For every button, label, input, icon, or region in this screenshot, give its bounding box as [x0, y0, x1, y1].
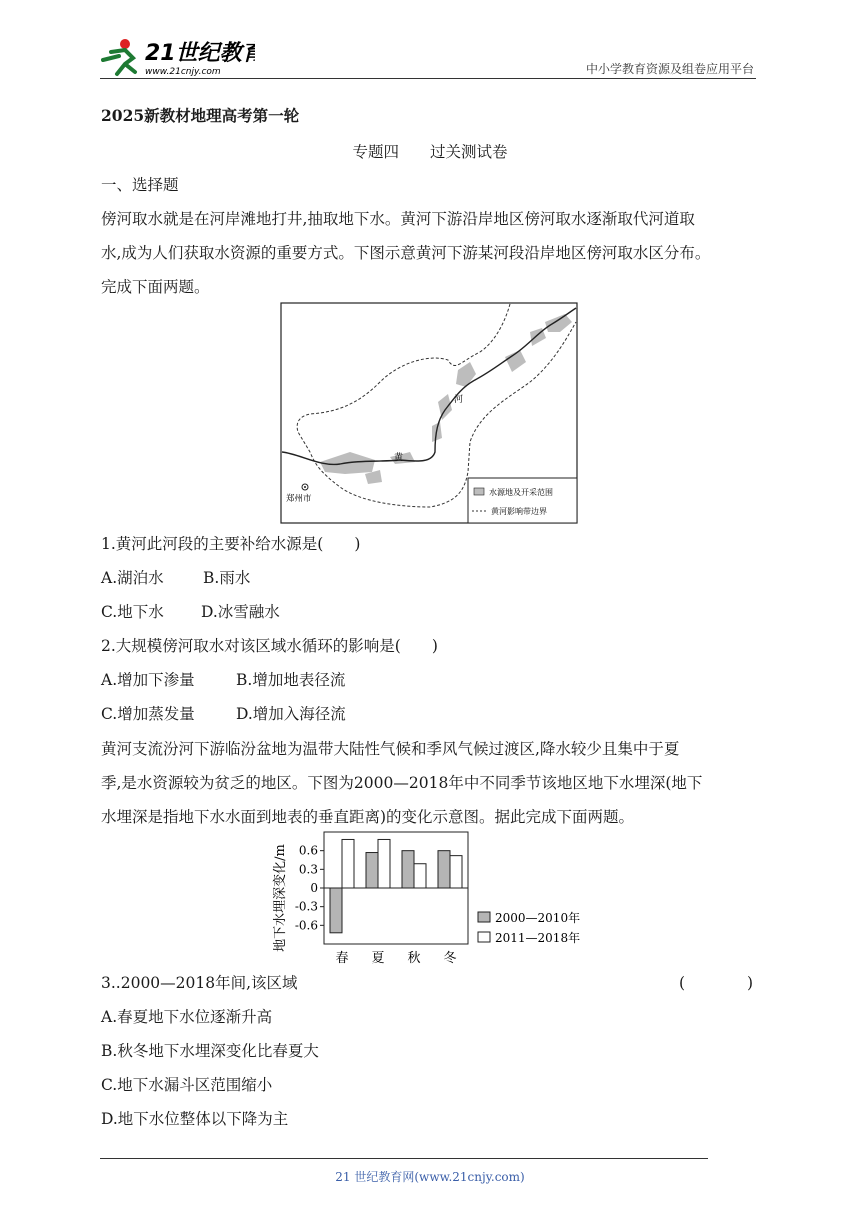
x-category-label: 春 [335, 951, 349, 966]
city-label: 郑州市 [286, 494, 312, 504]
bar-春-series-0 [330, 888, 342, 933]
q3-option-c[interactable]: C.地下水漏斗区范围缩小 [101, 1076, 273, 1094]
q1-option-d[interactable]: D.冰雪融水 [201, 603, 280, 621]
x-category-label: 秋 [407, 951, 421, 966]
x-category-label: 冬 [443, 951, 457, 966]
q2-option-a[interactable]: A.增加下渗量 [101, 671, 195, 689]
q3-option-d[interactable]: D.地下水位整体以下降为主 [101, 1110, 289, 1128]
topic-title: 专题四 过关测试卷 [352, 143, 508, 161]
bar-夏-series-0 [366, 853, 378, 888]
q1-stem: 1.黄河此河段的主要补给水源是( ) [101, 535, 361, 553]
bar-秋-series-0 [402, 851, 414, 888]
y-tick-label: -0.6 [294, 918, 318, 933]
y-tick-label: 0.3 [298, 862, 318, 877]
q3-answer-paren: ( ) [679, 974, 754, 992]
legend-line-label: 黄河影响带边界 [491, 507, 547, 516]
legend-swatch [478, 912, 490, 922]
y-tick-label: -0.3 [294, 899, 318, 914]
runner-logo-icon [95, 34, 255, 78]
q2-option-b[interactable]: B.增加地表径流 [236, 671, 346, 689]
footer-divider [100, 1158, 708, 1159]
y-tick-label: 0.6 [298, 843, 318, 858]
legend-label: 2000—2010年 [495, 911, 581, 925]
intro2-line: 季,是水资源较为贫乏的地区。下图为2000—2018年中不同季节该地区地下水埋深(地下 [101, 774, 703, 792]
x-category-label: 夏 [371, 951, 385, 966]
bar-冬-series-0 [438, 851, 450, 888]
intro1-line: 完成下面两题。 [101, 278, 210, 296]
q2-option-d[interactable]: D.增加入海径流 [236, 705, 346, 723]
y-axis-label: 地下水埋深变化/m [273, 844, 288, 952]
intro2-line: 水埋深是指地下水水面到地表的垂直距离)的变化示意图。据此完成下面两题。 [101, 808, 635, 826]
yellow-river-map [280, 302, 578, 524]
y-tick-label: 0 [310, 881, 318, 895]
legend-label: 2011—2018年 [495, 931, 581, 945]
groundwater-depth-chart [268, 826, 598, 970]
section-heading: 一、选择题 [101, 176, 179, 194]
river-char: 河 [454, 395, 464, 405]
legend-swatch [478, 932, 490, 942]
series-title: 2025新教材地理高考第一轮 [101, 106, 300, 125]
q3-option-b[interactable]: B.秋冬地下水埋深变化比春夏大 [101, 1042, 319, 1060]
header-divider [100, 78, 756, 79]
intro1-line: 水,成为人们获取水资源的重要方式。下图示意黄河下游某河段沿岸地区傍河取水区分布。 [101, 244, 711, 262]
q1-option-c[interactable]: C.地下水 [101, 603, 164, 621]
q2-option-c[interactable]: C.增加蒸发量 [101, 705, 195, 723]
q1-option-b[interactable]: B.雨水 [203, 569, 251, 587]
bar-夏-series-1 [378, 839, 390, 888]
q2-stem: 2.大规模傍河取水对该区域水循环的影响是( ) [101, 637, 438, 655]
q3-option-a[interactable]: A.春夏地下水位逐渐升高 [101, 1008, 273, 1026]
platform-name: 中小学教育资源及组卷应用平台 [585, 62, 754, 76]
q3-stem: 3..2000—2018年间,该区域 [101, 974, 298, 992]
logo [95, 34, 255, 78]
intro2-line: 黄河支流汾河下游临汾盆地为温带大陆性气候和季风气候过渡区,降水较少且集中于夏 [101, 740, 680, 758]
bar-秋-series-1 [414, 864, 426, 888]
intro1-line: 傍河取水就是在河岸滩地打井,抽取地下水。黄河下游沿岸地区傍河取水逐渐取代河道取 [101, 210, 695, 228]
river-char: 黄 [394, 453, 404, 463]
bar-春-series-1 [342, 839, 354, 888]
bar-冬-series-1 [450, 856, 462, 888]
legend-area-label: 水源地及开采范围 [489, 488, 553, 497]
logo-text: 21世纪教育 [145, 41, 255, 66]
footer-text: 21 世纪教育网(www.21cnjy.com) [335, 1170, 525, 1184]
q1-option-a[interactable]: A.湖泊水 [101, 569, 164, 587]
logo-url: www.21cnjy.com [145, 67, 221, 77]
